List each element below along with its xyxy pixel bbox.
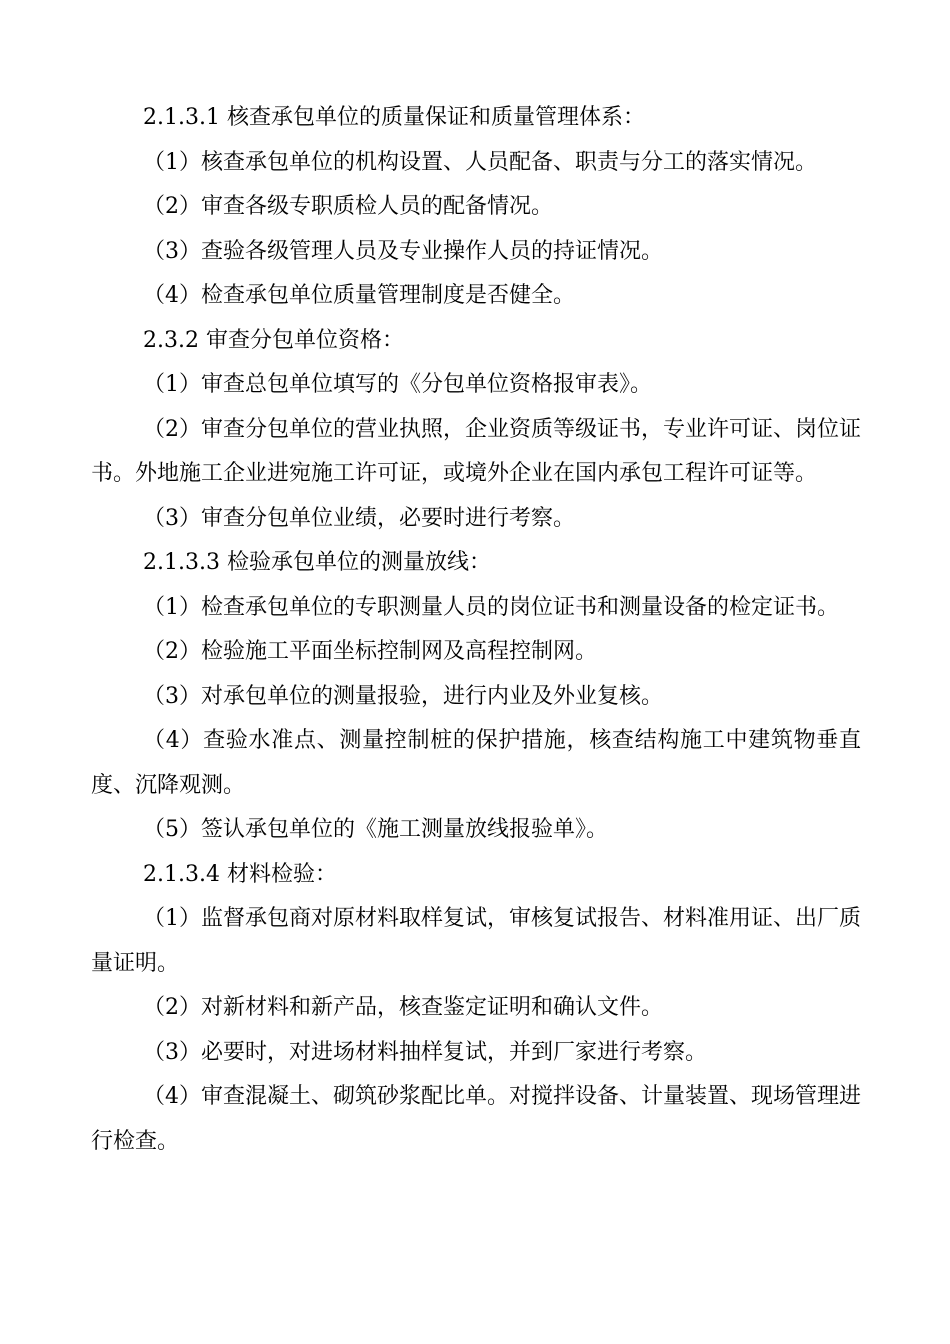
paragraph-item: （3）必要时，对进场材料抽样复试，并到厂家进行考察。 (143, 1039, 707, 1065)
paragraph-item: （2）检验施工平面坐标控制网及高程控制网。 (143, 639, 597, 664)
section-heading-2-1-3-1: 2.1.3.1 核查承包单位的质量保证和质量管理体系： (143, 105, 645, 130)
paragraph-item: （3）对承包单位的测量报验，进行内业及外业复核。 (143, 683, 663, 709)
section-heading-2-3-2: 2.3.2 审查分包单位资格： (143, 327, 404, 353)
paragraph-item: （1）核查承包单位的机构设置、人员配备、职责与分工的落实情况。 (143, 149, 817, 175)
paragraph-item: （4）检查承包单位质量管理制度是否健全。 (143, 283, 575, 308)
paragraph-item: （2）审查分包单位的营业执照，企业资质等级证书，专业许可证、岗位证书。外地施工企业进宛施工许可证，或境外企业在国内承包工程许可证等。 (91, 416, 861, 486)
section-heading-2-1-3-4: 2.1.3.4 材料检验： (143, 861, 337, 887)
section-heading-2-1-3-3: 2.1.3.3 检验承包单位的测量放线： (143, 550, 491, 575)
paragraph-item: （2）对新材料和新产品，核查鉴定证明和确认文件。 (143, 995, 663, 1020)
paragraph-item: （5）签认承包单位的《施工测量放线报验单》。 (143, 817, 608, 842)
paragraph-item: （1）监督承包商对原材料取样复试，审核复试报告、材料准用证、出厂质量证明。 (91, 906, 861, 976)
document-body (91, 96, 861, 1164)
paragraph-item: （1）检查承包单位的专职测量人员的岗位证书和测量设备的检定证书。 (143, 594, 839, 620)
paragraph-item: （1）审查总包单位填写的《分包单位资格报审表》。 (143, 372, 652, 397)
paragraph-item: （2）审查各级专职质检人员的配备情况。 (143, 194, 553, 219)
paragraph-item: （3）审查分包单位业绩，必要时进行考察。 (143, 505, 575, 531)
paragraph-item: （4）审查混凝土、砌筑砂浆配比单。对搅拌设备、计量装置、现场管理进行检查。 (91, 1084, 861, 1154)
paragraph-item: （4）查验水准点、测量控制桩的保护措施，核查结构施工中建筑物垂直度、沉降观测。 (91, 728, 861, 798)
paragraph-item: （3）查验各级管理人员及专业操作人员的持证情况。 (143, 238, 663, 264)
